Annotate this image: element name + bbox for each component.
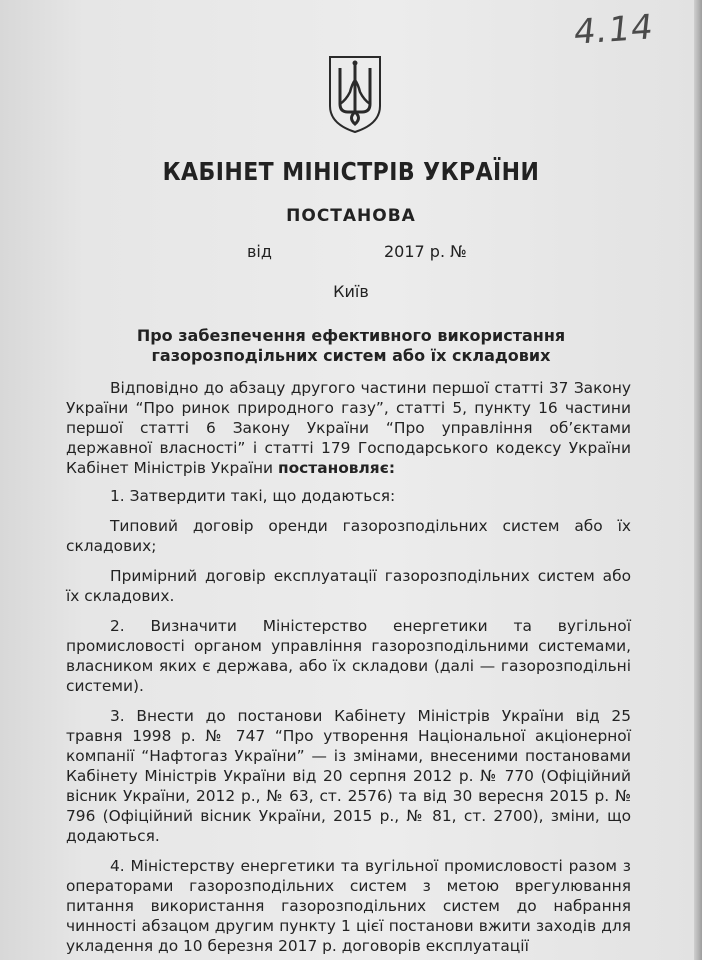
- date-prefix: від: [247, 242, 272, 261]
- trident-coat-of-arms-icon: [326, 54, 384, 134]
- resolution-subject: [0, 326, 702, 366]
- document-type: ПОСТАНОВА: [286, 206, 416, 226]
- preamble-text: Відповідно до абзацу другого частини першої статті 37 Закону України “Про ринок природного газу”, статті 5, пункту 16 частини першої статті 6 Закону України “Про управління об’єктами державної власності” і статті 179 Господарського кодексу України Кабінет Міністрів України: [66, 379, 631, 477]
- page-edge-shadow: [694, 0, 702, 960]
- subject-line-2: газорозподільних систем або їх складових: [151, 346, 551, 365]
- preamble-decree-word: постановляє:: [277, 459, 395, 477]
- date-year-number: 2017 р. №: [384, 242, 467, 261]
- preamble-paragraph: [66, 378, 631, 478]
- paragraph-2: 2. Визначити Міністерство енергетики та вугільної промисловості органом управління газорозподільними системами, власником яких є держава, або їх складови (далі — газорозподільні системи).: [66, 617, 631, 695]
- paragraph-1: 1. Затвердити такі, що додаються:: [110, 487, 396, 505]
- city: Київ: [333, 282, 369, 301]
- paragraph-4: 4. Міністерству енергетики та вугільної промисловості разом з операторами газорозподільних систем з метою врегулювання питання використання газорозподільних систем до набрання чинності абзацом другим пункту 1 цієї постанови вжити заходів для укладення до 10 березня 2017 р. договорів експлуатації: [66, 857, 631, 955]
- handwritten-page-number: 4.14: [572, 7, 657, 53]
- paragraph-1-item-a: Типовий договір оренди газорозподільних систем або їх складових;: [66, 517, 631, 555]
- paragraph-3: 3. Внести до постанови Кабінету Міністрів України від 25 травня 1998 р. № 747 “Про утворення Національної акціонерної компанії “Нафтогаз України” — із змінами, внесеними постановами Кабінету Міністрів України від 20 серпня 2012 р. № 770 (Офіційний вісник України, 2012 р., № 63, ст. 2576) та від 30 вересня 2015 р. № 796 (Офіційний вісник України, 2015 р., № 81, ст. 2700), зміни, що додаються.: [66, 707, 631, 845]
- subject-line-1: Про забезпечення ефективного використання: [136, 326, 566, 345]
- paragraph-1-item-b: Примірний договір експлуатації газорозподільних систем або їх складових.: [66, 567, 631, 605]
- resolution-body: [66, 378, 631, 960]
- reverse-side-bleed-through: [20, 14, 670, 274]
- government-title: КАБІНЕТ МІНІСТРІВ УКРАЇНИ: [162, 157, 540, 186]
